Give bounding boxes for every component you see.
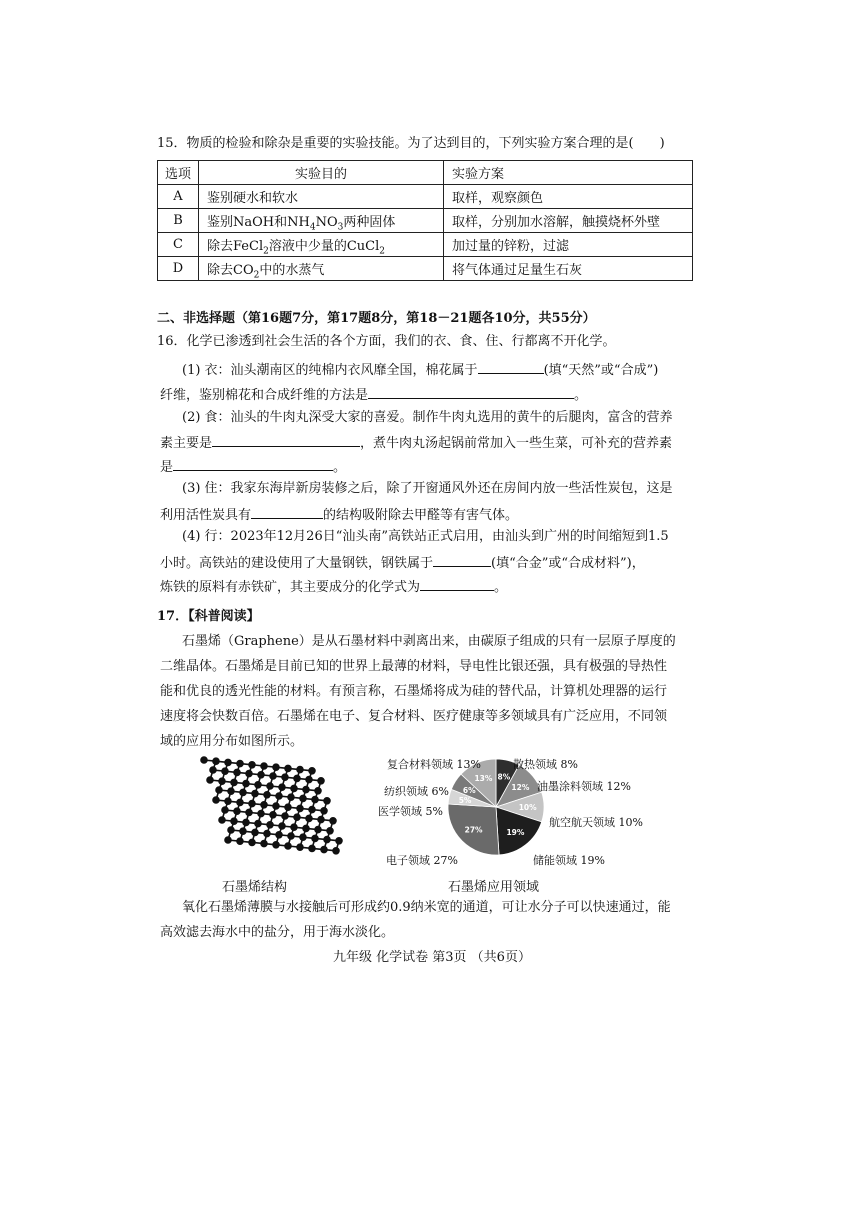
pie-slice-value: 27% — [464, 825, 483, 835]
carbon-atom — [321, 847, 327, 853]
purpose-cell: 除去FeCl$_2$溶液中少量的CuCl$_2$ — [199, 233, 444, 257]
pie-slice-value: 10% — [518, 803, 537, 812]
header-option: 选项 — [158, 161, 199, 185]
pie-slice-value: 13% — [474, 773, 493, 783]
q16-part3: (3) 住：我家东海岸新房装修之后，除了开窗通风外还在房间内放一些活性炭包，这是 — [182, 481, 673, 496]
carbon-atom — [201, 757, 207, 763]
q16-part2: (2) 食：汕头的牛肉丸深受大家的喜爱。制作牛肉丸选用的黄牛的后腿肉，富含的营养 — [182, 410, 673, 425]
pie-outer-label: 油墨涂料领域 12% — [537, 780, 631, 793]
q16-part3-cont: 利用活性炭具有 的结构吸附除去甲醛等有害气体。 — [160, 505, 700, 524]
pie-outer-label: 复合材料领域 13% — [387, 758, 481, 771]
option-label: B — [158, 209, 199, 233]
pie-caption: 石墨烯应用领域 — [448, 880, 540, 895]
pie-slice-value: 12% — [511, 782, 530, 792]
purpose-cell: 鉴别NaOH和$NH_4NO_3$两种固体 — [199, 209, 444, 233]
pie-outer-label: 纺织领域 6% — [384, 785, 449, 798]
structure-caption: 石墨烯结构 — [222, 880, 288, 895]
carbon-atom — [297, 844, 303, 850]
option-label: A — [158, 185, 199, 209]
answer-blank[interactable] — [368, 385, 574, 399]
carbon-atom — [261, 841, 267, 847]
answer-blank[interactable] — [478, 360, 544, 374]
q16-part4: (4) 行：2023年12月26日“汕头南”高铁站正式启用，由汕头到广州的时间缩短到1.5 — [182, 529, 669, 544]
carbon-atom — [225, 837, 231, 843]
pie-slice-value: 19% — [506, 828, 525, 838]
q16-part1-cont: 纤维，鉴别棉花和合成纤维的方法是 。 — [160, 385, 700, 404]
table-row — [158, 257, 693, 281]
answer-blank[interactable] — [433, 553, 491, 567]
table-row — [158, 185, 693, 209]
q17-para-line: 速度将会快数百倍。石墨烯在电子、复合材料、医疗健康等多领域具有广泛应用，不同领 — [160, 709, 668, 724]
pie-slice-value: 6% — [462, 786, 476, 796]
q17-para2-line: 高效滤去海水中的盐分，用于海水淡化。 — [160, 925, 395, 940]
q17-para-line: 能和优良的透光性能的材料。有预言称，石墨烯将成为硅的替代品，计算机处理器的运行 — [160, 684, 668, 699]
carbon-atom — [207, 777, 213, 783]
pie-slice-value: 5% — [458, 796, 472, 806]
q16-part1: (1) 衣：汕头潮南区的纯棉内衣风靡全国，棉花属于 (填“天然”或“合成”) — [182, 360, 722, 379]
q15-table — [157, 160, 693, 281]
q15-stem: 15．物质的检验和除杂是重要的实验技能。为了达到目的，下列实验方案合理的是( ) — [157, 136, 665, 151]
q16-part4-end: 炼铁的原料有赤铁矿，其主要成分的化学式为 。 — [160, 577, 700, 596]
carbon-atom — [213, 797, 219, 803]
table-row — [158, 209, 693, 233]
pie-outer-label: 散热领域 8% — [513, 758, 578, 771]
page-footer: 九年级 化学试卷 第3页 （共6页） — [333, 950, 531, 965]
pie-slice-value: 8% — [497, 772, 511, 782]
answer-blank[interactable] — [251, 505, 323, 519]
header-purpose: 实验目的 — [199, 161, 444, 185]
purpose-cell: 鉴别硬水和软水 — [199, 185, 444, 209]
q16-part2-cont: 素主要是 ，煮牛肉丸汤起锅前常加入一些生菜，可补充的营养素 — [160, 433, 700, 452]
option-label: C — [158, 233, 199, 257]
pie-outer-label: 医学领域 5% — [378, 805, 443, 818]
plan-cell: 取样，分别加水溶解，触摸烧杯外壁 — [444, 209, 693, 233]
pie-outer-label: 航空航天领域 10% — [549, 816, 643, 829]
answer-blank[interactable] — [173, 457, 333, 471]
q16-stem: 16．化学已渗透到社会生活的各个方面，我们的衣、食、住、行都离不开化学。 — [157, 334, 616, 349]
header-plan: 实验方案 — [444, 161, 693, 185]
q17-para-line: 域的应用分布如图所示。 — [160, 734, 304, 749]
carbon-atom — [309, 845, 315, 851]
option-label: D — [158, 257, 199, 281]
plan-cell: 取样，观察颜色 — [444, 185, 693, 209]
carbon-atom — [249, 839, 255, 845]
table-header-row — [158, 161, 693, 185]
q16-part2-end: 是 。 — [160, 457, 700, 476]
q16-part4-cont: 小时。高铁站的建设使用了大量钢铁，钢铁属于 (填“合金”或“合成材料”)， — [160, 553, 700, 572]
plan-cell: 将气体通过足量生石灰 — [444, 257, 693, 281]
q17-para-line: 二维晶体。石墨烯是目前已知的世界上最薄的材料，导电性比银还强，具有极强的导热性 — [160, 659, 668, 674]
q17-para-line: 石墨烯（Graphene）是从石墨材料中剥离出来，由碳原子组成的只有一层原子厚度的 — [182, 634, 676, 649]
table-row — [158, 233, 693, 257]
carbon-atom — [219, 817, 225, 823]
pie-outer-label: 储能领域 19% — [533, 854, 605, 867]
answer-blank[interactable] — [420, 577, 494, 591]
section-heading: 二、非选择题（第16题7分，第17题8分，第18－21题各10分，共55分） — [157, 311, 596, 326]
purpose-cell: 除去$CO_2$中的水蒸气 — [199, 257, 444, 281]
q17-title: 17．【科普阅读】 — [157, 609, 260, 624]
carbon-atom — [273, 842, 279, 848]
carbon-atom — [333, 848, 339, 854]
answer-blank[interactable] — [212, 433, 360, 447]
pie-outer-label: 电子领域 27% — [386, 854, 458, 867]
application-pie-chart — [446, 757, 546, 857]
q17-para2-line: 氧化石墨烯薄膜与水接触后可形成约0.9纳米宽的通道，可让水分子可以快速通过，能 — [182, 900, 671, 915]
carbon-atom — [237, 838, 243, 844]
carbon-atom — [285, 843, 291, 849]
graphene-structure-image — [196, 752, 346, 872]
plan-cell: 加过量的锌粉，过滤 — [444, 233, 693, 257]
